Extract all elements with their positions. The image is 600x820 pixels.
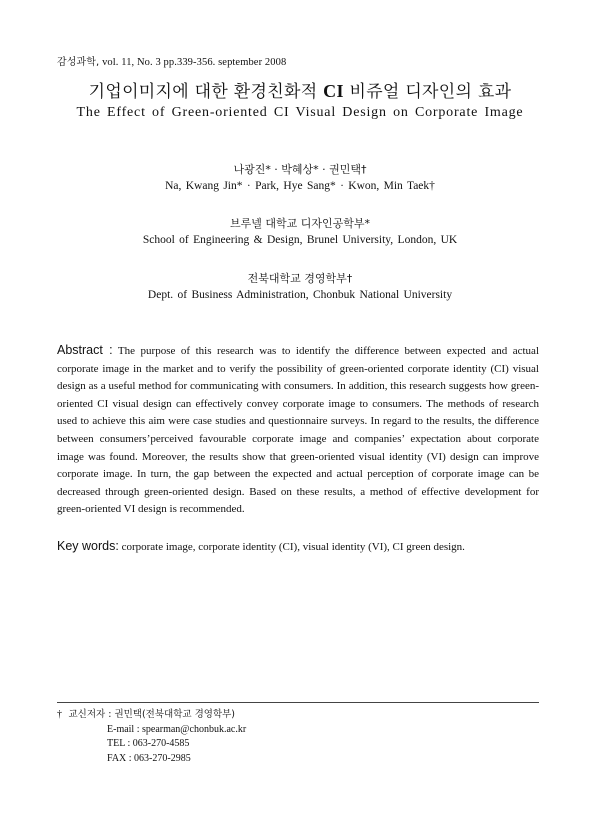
title-english: The Effect of Green-oriented CI Visual Design on Corporate Image	[76, 105, 524, 120]
footnote	[57, 708, 539, 766]
authors-korean: 나광진* · 박혜상* · 권민택†	[233, 163, 367, 176]
abstract-text: The purpose of this research was to identify the difference between expected and actual corporate image in the market and to verify the possibility of green-oriented corporate identity (CI) visual design as a useful method for communicating with consumers. In addition, this research suggests how green-oriented CI visual design can effectively convey corporate image to consumers. The methods of research used to achieve this aim were case studies and questionnaire surveys. In regard to the results, the difference between consumers’perceived favourable corporate image and companies’ expectation about corporate image was found. Moreover, the results show that green-oriented visual identity (VI) design can improve corporate image. In turn, the gap between the expected and actual perception of corporate image can be decreased through green-oriented design. Based on these results, a method of effective development for green-oriented VI design is recommended.	[57, 345, 540, 516]
authors-english: Na, Kwang Jin* · Park, Hye Sang* · Kwon, Min Taek†	[165, 180, 435, 192]
title-korean-part1: 기업이미지에 대한 환경친화적	[88, 82, 318, 102]
abstract-heading: Abstract :	[57, 343, 113, 357]
journal-citation	[57, 53, 286, 68]
footnote-tel: TEL : 063-270-4585	[107, 738, 190, 749]
footnote-divider	[57, 702, 539, 703]
abstract	[57, 342, 539, 519]
title-korean-ci: CI	[323, 81, 344, 101]
keywords	[57, 538, 539, 556]
affiliation-1-english: School of Engineering & Design, Brunel University, London, UK	[142, 234, 458, 246]
footnote-email: E-mail : spearman@chonbuk.ac.kr	[107, 723, 247, 735]
corresponding-author: 교신저자 : 권민택(전북대학교 경영학부)	[68, 709, 236, 720]
affiliation-2-english: Dept. of Business Administration, Chonbuk National University	[147, 289, 453, 301]
journal-name: 감성과학,	[57, 57, 100, 68]
journal-volume-info: vol. 11, No. 3 pp.339-356. september 2008	[102, 57, 287, 68]
keywords-text: corporate image, corporate identity (CI), visual identity (VI), CI green design.	[121, 541, 465, 553]
keywords-heading: Key words:	[57, 539, 119, 553]
footnote-fax: FAX : 063-270-2985	[107, 752, 191, 764]
footnote-author-line	[57, 708, 539, 723]
affiliation-2-korean: 전북대학교 경영학부†	[247, 272, 353, 285]
title-korean-part2: 비쥬얼 디자인의 효과	[349, 82, 512, 102]
dagger-mark: †	[57, 709, 62, 720]
affiliation-1-korean: 브루넬 대학교 디자인공학부*	[229, 217, 370, 230]
title-korean	[0, 77, 600, 102]
